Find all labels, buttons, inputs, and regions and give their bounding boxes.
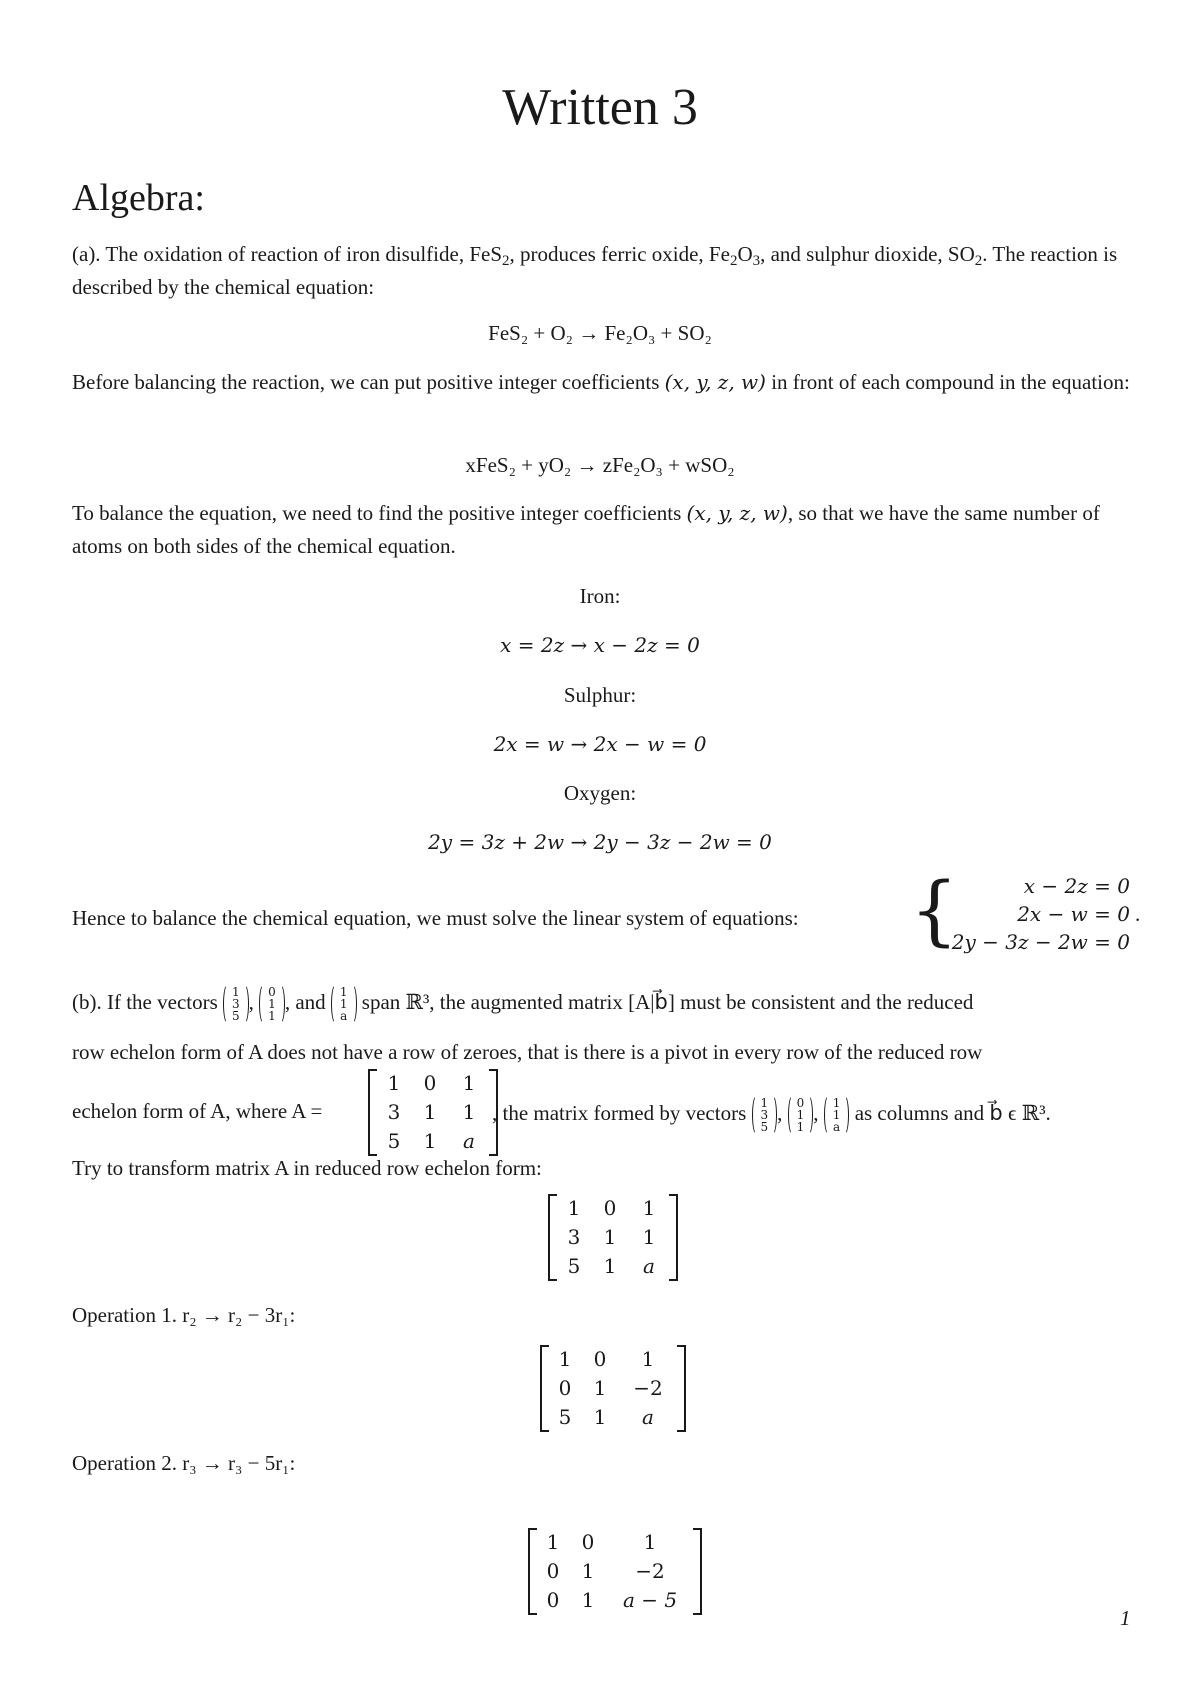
part-b-line-3: echelon form of A, where A = bbox=[72, 1099, 323, 1123]
before-text-2: in front of each compound in the equation: bbox=[771, 370, 1130, 394]
matrix-cell: 1 bbox=[642, 1225, 656, 1249]
oxygen-label: Oxygen: bbox=[563, 781, 637, 805]
matrix-cell: 1 bbox=[423, 1129, 437, 1153]
part-b-line-1 bbox=[72, 984, 1138, 1024]
part-b-line-2: row echelon form of A does not have a row of zeroes, that is there is a pivot in every row of the reduced row bbox=[72, 1040, 983, 1064]
matrix-cell: 0 bbox=[603, 1196, 617, 1220]
system-period: . bbox=[1135, 902, 1141, 926]
matrix-cell: 1 bbox=[546, 1530, 560, 1554]
part-b-line-3b bbox=[492, 1095, 1051, 1135]
matrix-cell: 5 bbox=[558, 1405, 572, 1429]
system-eq-1: x − 2z = 0 bbox=[1023, 874, 1130, 898]
matrix-cell: 1 bbox=[603, 1225, 617, 1249]
matrix-after-op2 bbox=[528, 1528, 702, 1615]
intro-text-3: O bbox=[737, 242, 753, 266]
sub-2: 2 bbox=[974, 253, 983, 269]
coefficients: (x, y, z, w) bbox=[664, 370, 766, 394]
part-b-text-1: (b). If the vectors bbox=[72, 989, 218, 1014]
part-b-text-6: as columns and b⃗ ϵ ℝ³. bbox=[854, 1100, 1051, 1125]
matrix-cell: 1 bbox=[462, 1100, 476, 1124]
linear-system bbox=[935, 872, 1130, 956]
matrix-cell: −2 bbox=[633, 1376, 663, 1400]
operation-2-label: Operation 2. r₃ → r₃ − 5r₁: bbox=[72, 1451, 296, 1475]
vector-2: 0 1 1 bbox=[259, 984, 285, 1024]
sulphur-equation: 2x = w → 2x − w = 0 bbox=[493, 732, 707, 756]
system-eq-2: 2x − w = 0 bbox=[1017, 902, 1130, 926]
matrix-cell: 0 bbox=[423, 1071, 437, 1095]
matrix-cell: 1 bbox=[642, 1196, 656, 1220]
matrix-A bbox=[548, 1194, 678, 1281]
matrix-cell: a bbox=[642, 1405, 654, 1429]
matrix-cell: a − 5 bbox=[622, 1588, 678, 1612]
balance-text-2: , so that we have the same number of atoms on both sides of the chemical equation. bbox=[72, 501, 1100, 558]
matrix-cell: 1 bbox=[462, 1071, 476, 1095]
system-brace: { bbox=[910, 865, 959, 954]
matrix-cell: 3 bbox=[567, 1225, 581, 1249]
section-heading: Algebra: bbox=[72, 177, 205, 219]
matrix-cell: 1 bbox=[641, 1347, 655, 1371]
matrix-after-op1 bbox=[540, 1345, 686, 1432]
operation-1-label: Operation 1. r₂ → r₂ − 3r₁: bbox=[72, 1303, 296, 1327]
matrix-cell: 1 bbox=[593, 1376, 607, 1400]
sub-2: 2 bbox=[502, 253, 510, 269]
before-balancing-paragraph bbox=[72, 366, 1138, 399]
intro-text-4: , and sulphur dioxide, SO bbox=[760, 242, 975, 266]
matrix-cell: 1 bbox=[567, 1196, 581, 1220]
matrix-cell: 1 bbox=[603, 1254, 617, 1278]
vector-2b: 0 1 1 bbox=[788, 1095, 814, 1135]
matrix-cell: 3 bbox=[387, 1100, 401, 1124]
part-b-text-5: , the matrix formed by vectors bbox=[492, 1100, 747, 1125]
comma: , bbox=[248, 989, 254, 1014]
intro-text-2: , produces ferric oxide, Fe bbox=[509, 242, 730, 266]
matrix-cell: 0 bbox=[546, 1588, 560, 1612]
vector-3: 1 1 a bbox=[331, 984, 357, 1024]
intro-text-5: . The reaction is described by the chemical equation: bbox=[72, 242, 1118, 299]
matrix-cell: 5 bbox=[387, 1129, 401, 1153]
sub-3: 3 bbox=[752, 253, 761, 269]
balance-text: To balance the equation, we need to find the positive integer coefficients bbox=[72, 501, 682, 525]
iron-equation: x = 2z → x − 2z = 0 bbox=[500, 633, 700, 657]
balance-paragraph bbox=[72, 497, 1138, 563]
sulphur-label: Sulphur: bbox=[563, 683, 637, 707]
matrix-cell: 1 bbox=[643, 1530, 657, 1554]
page-number: 1 bbox=[1120, 1606, 1131, 1630]
matrix-A-inline bbox=[368, 1069, 498, 1156]
system-eq-3: 2y − 3z − 2w = 0 bbox=[951, 930, 1130, 954]
iron-label: Iron: bbox=[579, 584, 621, 608]
hence-text: Hence to balance the chemical equation, we must solve the linear system of equations: bbox=[72, 906, 799, 930]
matrix-cell: 5 bbox=[567, 1254, 581, 1278]
and-text: , and bbox=[284, 989, 326, 1014]
matrix-cell: 0 bbox=[546, 1559, 560, 1583]
matrix-cell: 1 bbox=[423, 1100, 437, 1124]
matrix-cell: 1 bbox=[581, 1559, 595, 1583]
matrix-cell: a bbox=[643, 1254, 655, 1278]
vector-1: 1 3 5 bbox=[223, 984, 249, 1024]
vector-3b: 1 1 a bbox=[824, 1095, 850, 1135]
coefficients: (x, y, z, w) bbox=[686, 501, 788, 525]
comma: , bbox=[813, 1100, 819, 1125]
matrix-cell: a bbox=[463, 1129, 475, 1153]
matrix-cell: 1 bbox=[387, 1071, 401, 1095]
intro-text-1: (a). The oxidation of reaction of iron disulfide, FeS bbox=[72, 242, 503, 266]
part-b-line-4: Try to transform matrix A in reduced row echelon form: bbox=[72, 1156, 542, 1180]
matrix-cell: 0 bbox=[581, 1530, 595, 1554]
matrix-cell: 1 bbox=[558, 1347, 572, 1371]
vector-1b: 1 3 5 bbox=[752, 1095, 778, 1135]
reaction-equation: FeS₂ + O₂ → Fe₂O₃ + SO₂ bbox=[488, 321, 712, 345]
matrix-cell: 1 bbox=[581, 1588, 595, 1612]
matrix-cell: −2 bbox=[635, 1559, 665, 1583]
comma: , bbox=[777, 1100, 783, 1125]
matrix-cell: 1 bbox=[593, 1405, 607, 1429]
part-b-text-2: span ℝ³, the augmented matrix [A|b⃗] must be consistent and the reduced bbox=[361, 989, 974, 1014]
page-title: Written 3 bbox=[502, 79, 698, 136]
coefficient-equation: xFeS₂ + yO₂ → zFe₂O₃ + wSO₂ bbox=[465, 453, 735, 477]
before-text: Before balancing the reaction, we can put positive integer coefficients bbox=[72, 370, 660, 394]
oxygen-equation: 2y = 3z + 2w → 2y − 3z − 2w = 0 bbox=[428, 830, 772, 854]
matrix-cell: 0 bbox=[593, 1347, 607, 1371]
part-a-intro bbox=[72, 238, 1138, 304]
sub-2: 2 bbox=[729, 253, 738, 269]
matrix-cell: 0 bbox=[558, 1376, 572, 1400]
